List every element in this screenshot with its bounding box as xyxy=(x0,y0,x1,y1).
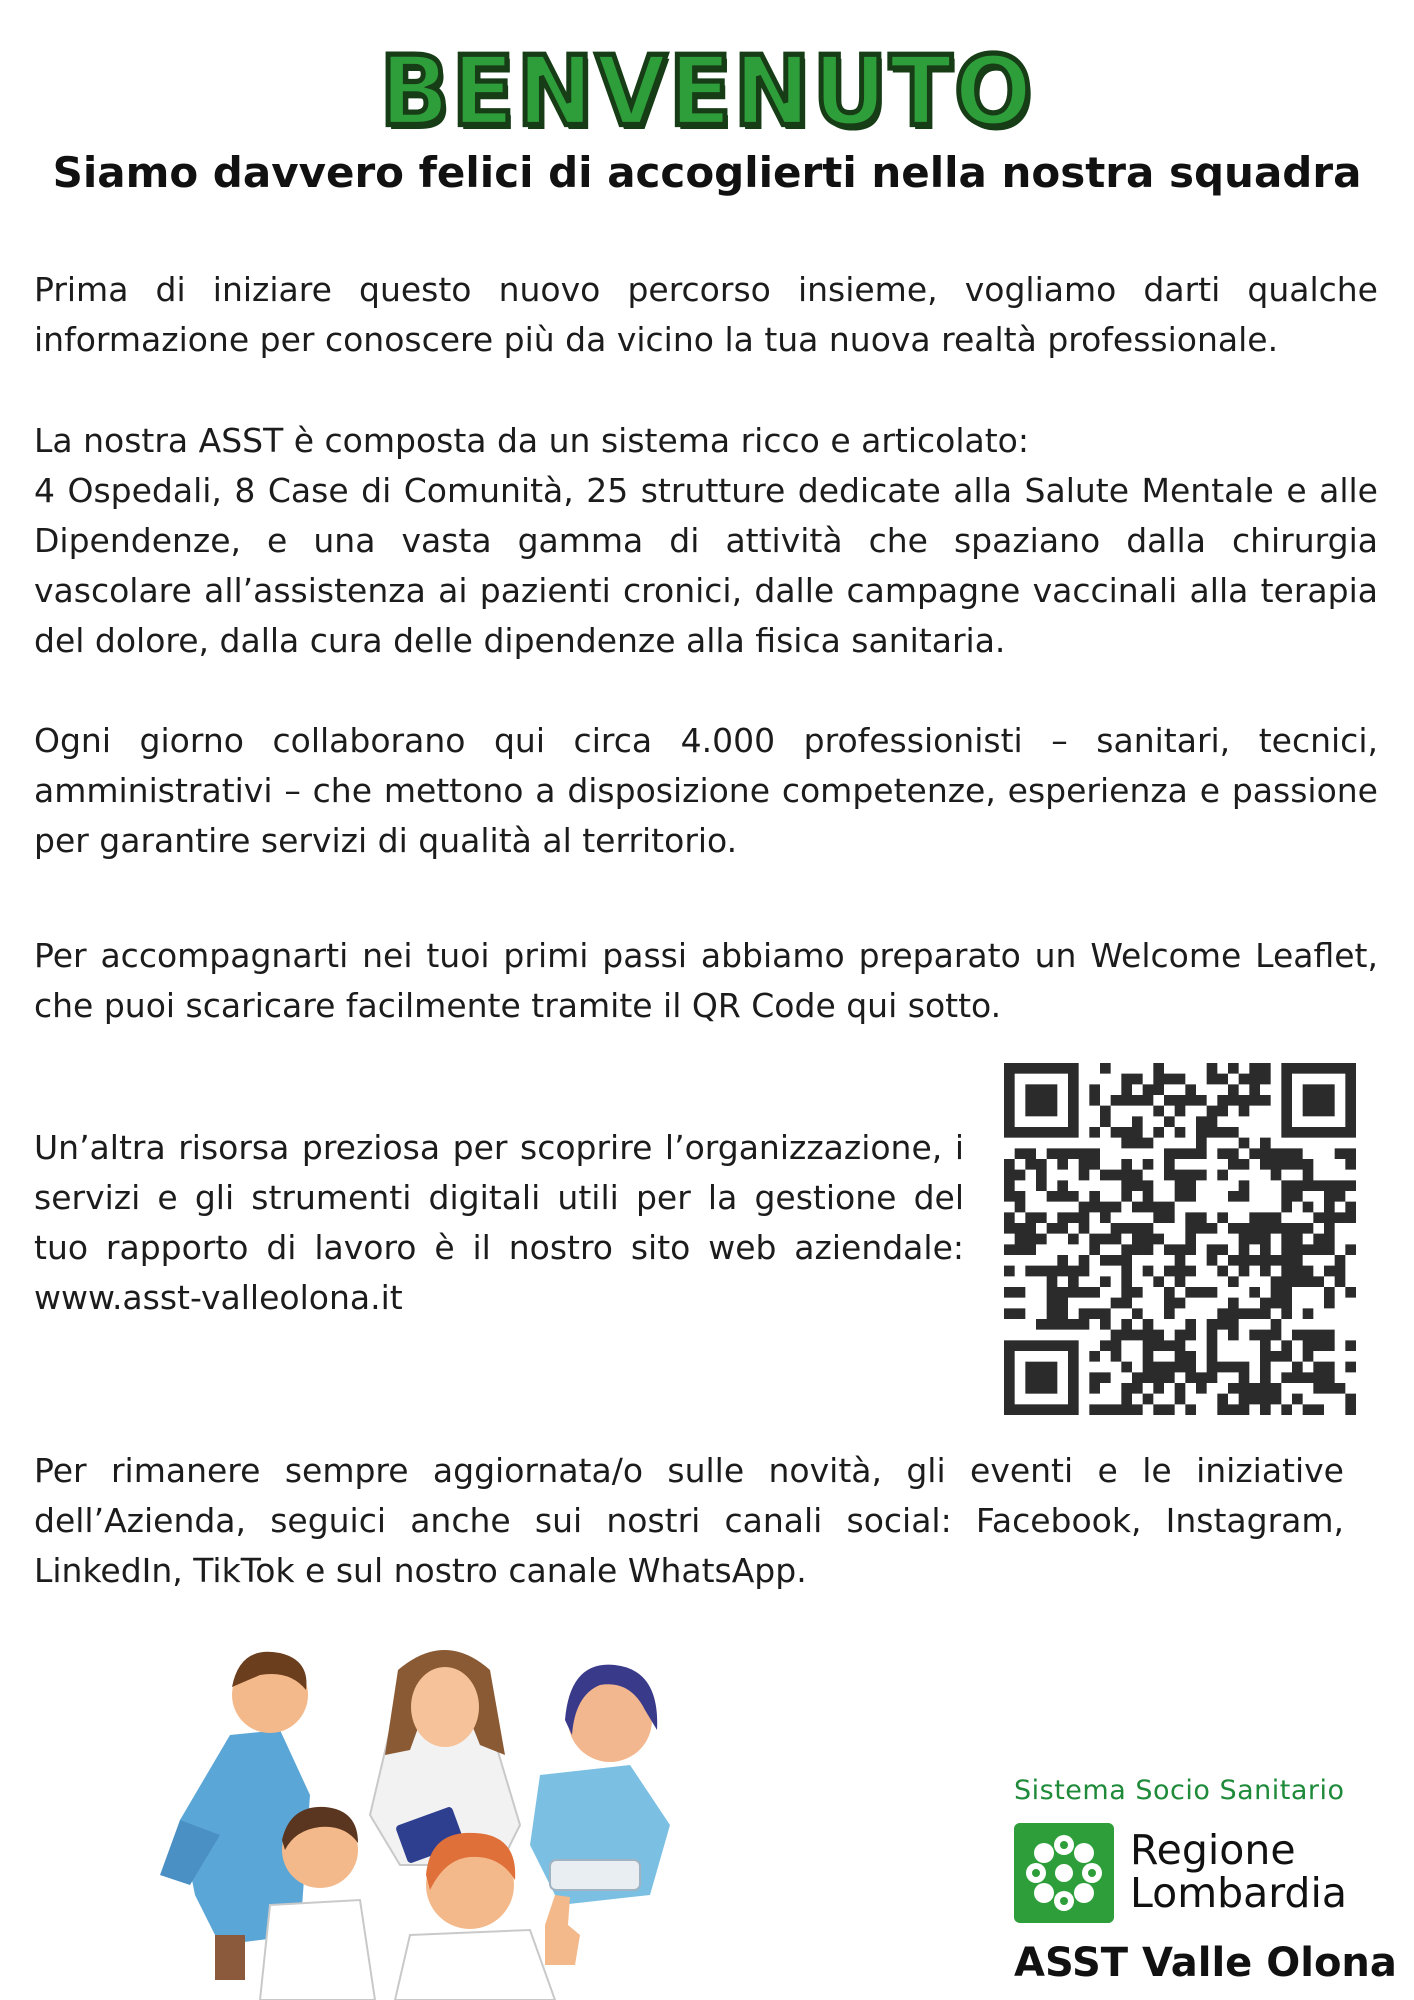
intro-paragraph: Prima di iniziare questo nuovo percorso insieme, vogliamo darti qualche informazione per conoscere più da vicino la tua nuova realtà professionale. xyxy=(34,270,1378,359)
rosa-camuna-icon xyxy=(1014,1823,1114,1923)
asst-intro-line: La nostra ASST è composta da un sistema ricco e articolato: xyxy=(34,421,1029,460)
qr-code-icon[interactable] xyxy=(1004,1063,1356,1415)
branding-block xyxy=(1014,1775,1397,1986)
healthcare-team-illustration xyxy=(160,1635,760,2000)
team-paragraph: Ogni giorno collaborano qui circa 4.000 professionisti – sanitari, tecnici, amministrativi – che mettono a disposizione competenze, esperienza e passione per garantire servizi di qualità al territorio. xyxy=(34,721,1378,860)
organization-name: ASST Valle Olona xyxy=(1014,1940,1397,1986)
page-subtitle: Siamo davvero felici di accoglierti nella nostra squadra xyxy=(52,148,1362,197)
leaflet-paragraph: Per accompagnarti nei tuoi primi passi abbiamo preparato un Welcome Leaflet, che puoi scaricare facilmente tramite il QR Code qui sotto. xyxy=(34,936,1378,1025)
asst-details: 4 Ospedali, 8 Case di Comunità, 25 strutture dedicate alla Salute Mentale e alle Dipendenze, e una vasta gamma di attività che spaziano dalla chirurgia vascolare all’assistenza ai pazienti cronici, dalle campagne vaccinali alla terapia del dolore, dalla cura delle dipendenze alla fisica sanitaria. xyxy=(34,471,1378,660)
asst-paragraph xyxy=(34,416,1378,666)
nurse-right-figure xyxy=(530,1665,670,1905)
social-paragraph: Per rimanere sempre aggiornata/o sulle novità, gli eventi e le iniziative dell’Azienda, seguici anche sui nostri canali social: Facebook, Instagram, LinkedIn, TikTok e sul nostro canale WhatsApp. xyxy=(34,1451,1344,1590)
region-line-1: Regione xyxy=(1130,1826,1296,1874)
doctor-center-figure xyxy=(370,1650,520,1865)
region-line-2: Lombardia xyxy=(1130,1869,1347,1917)
system-label: Sistema Socio Sanitario xyxy=(1014,1775,1345,1806)
website-paragraph: Un’altra risorsa preziosa per scoprire l’organizzazione, i servizi e gli strumenti digitali utili per la gestione del tuo rapporto di lavoro è il nostro sito web aziendale: www.asst-valleolona.it xyxy=(34,1128,964,1317)
welcome-title: BENVENUTO xyxy=(379,35,1035,148)
